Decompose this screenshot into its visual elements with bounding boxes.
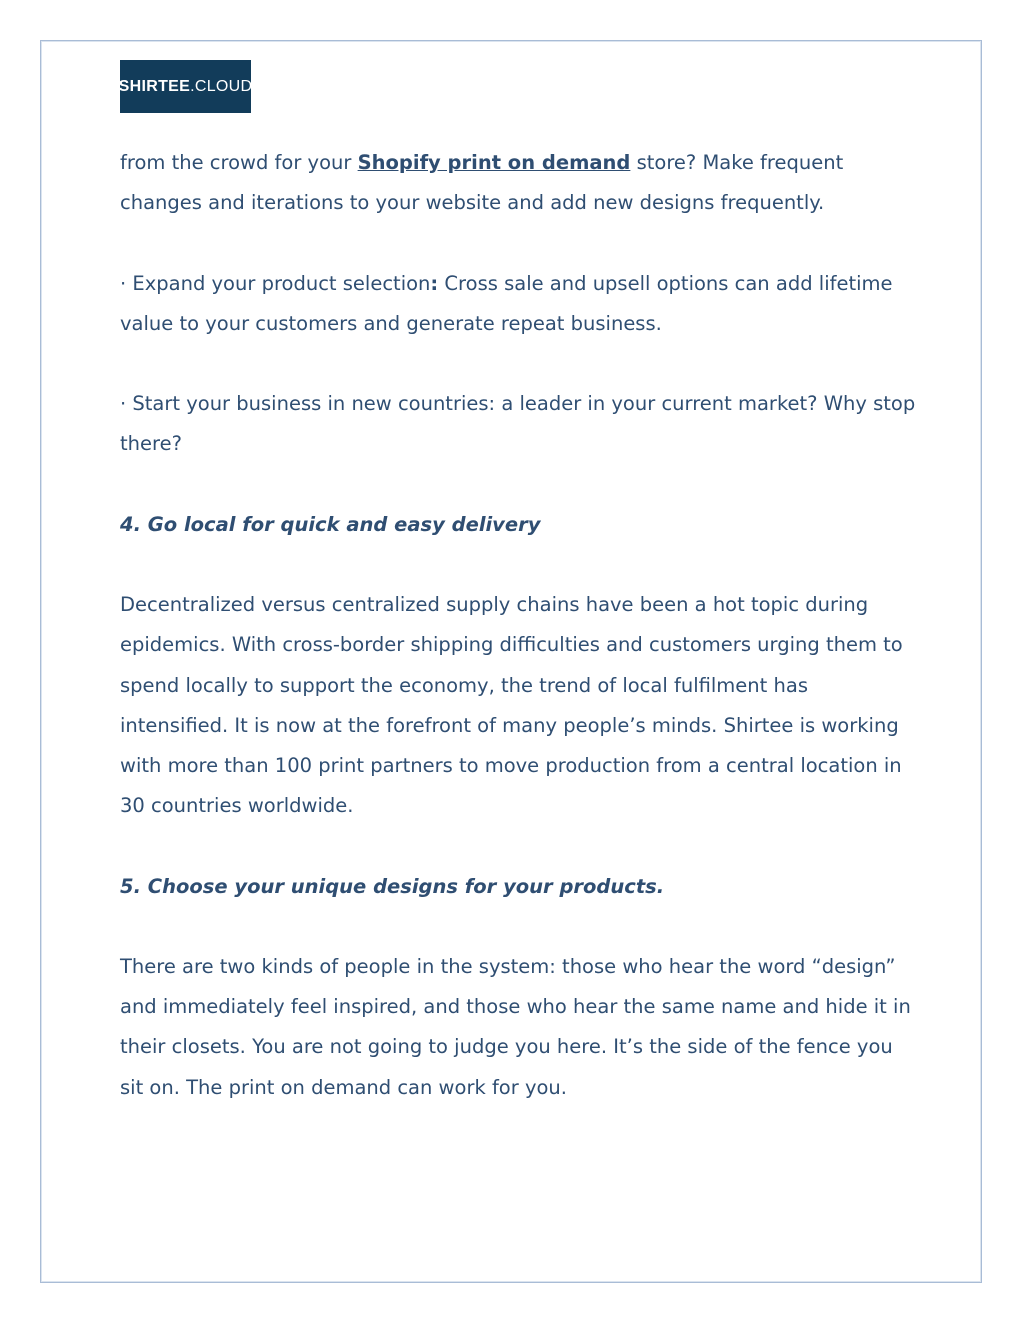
heading-go-local: 4. Go local for quick and easy delivery xyxy=(120,512,541,536)
expand-selection-colon: : xyxy=(430,271,439,295)
expand-selection-lead: · Expand your product selection xyxy=(120,271,431,295)
paragraph-crowd-end: store? Make frequent changes and iterations to your website and add new designs frequently. xyxy=(120,151,844,215)
expand-selection-text: Cross sale and upsell options can add lifetime value to your customers and generate repeat business. xyxy=(120,271,893,335)
document-body xyxy=(120,143,920,1148)
paragraph-expand-selection xyxy=(120,264,920,344)
paragraph-two-kinds: There are two kinds of people in the system: those who hear the word “design” and immediately feel inspired, and those who hear the same name and hide it in their closets. You are not going to judge you here. It’s the side of the fence you sit on. The print on demand can work for you. xyxy=(120,954,911,1099)
paragraph-decentralized: Decentralized versus centralized supply chains have been a hot topic during epidemics. With cross-border shipping difficulties and customers urging them to spend locally to support the economy, the trend of local fulfilment has intensified. It is now at the forefront of many people’s minds. Shirtee is working with more than 100 print partners to move production from a central location in 30 countries worldwide. xyxy=(120,593,903,818)
paragraph-crowd-start: from the crowd for your xyxy=(120,151,358,174)
paragraph-crowd xyxy=(120,143,920,223)
shopify-print-on-demand-link[interactable]: Shopify print on demand xyxy=(357,151,631,174)
logo-text-bold: SHIRTEE xyxy=(118,77,191,95)
heading-unique-designs: 5. Choose your unique designs for your products. xyxy=(120,874,665,898)
shirtee-cloud-logo xyxy=(120,60,251,113)
paragraph-new-countries: · Start your business in new countries: a leader in your current market? Why stop there? xyxy=(120,392,916,456)
logo-text-light: .CLOUD xyxy=(190,77,253,95)
